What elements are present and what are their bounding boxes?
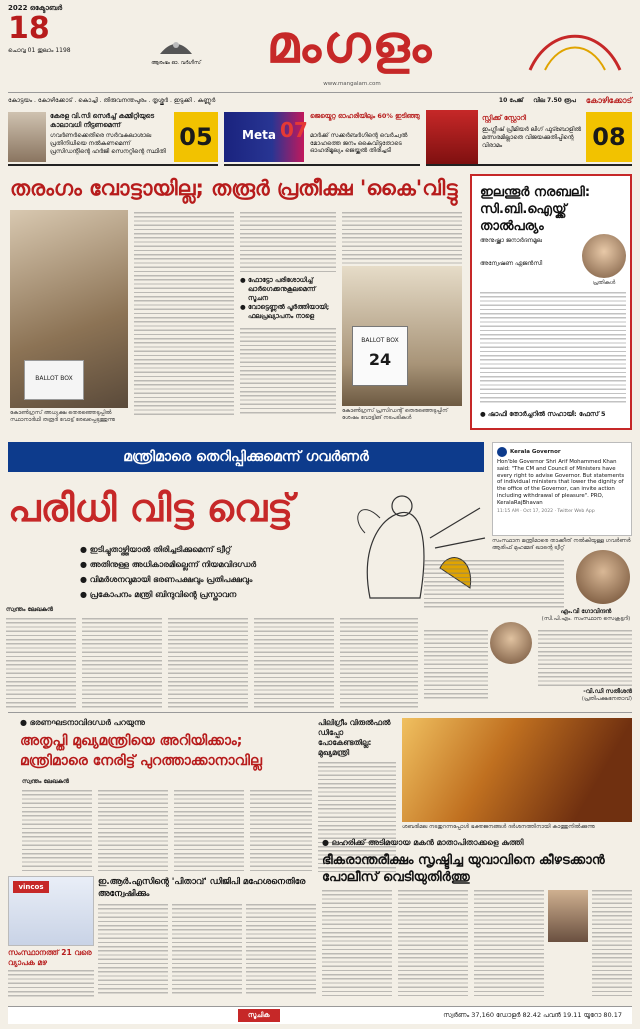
ad-box[interactable] — [8, 876, 94, 946]
governor-body-5 — [340, 618, 418, 708]
governor-body-7 — [424, 630, 488, 700]
lead-body-col-2 — [240, 212, 336, 272]
mid-rule — [8, 712, 632, 713]
teaser-2-page: 07 — [280, 118, 308, 142]
lead-body-col-4 — [342, 212, 462, 272]
page-count: 10 പേജ് — [498, 97, 524, 104]
lead-photo-2-caption: കോൺഗ്രസ് പ്രസിഡന്റ് തെരഞ്ഞെടുപ്പിന് ശേഷം വോട്ടിങ് നടപടികൾ — [342, 408, 448, 421]
pilgrim-photo — [402, 718, 632, 822]
crime-body-3 — [474, 890, 544, 996]
second-body-3 — [174, 790, 244, 872]
publisher-emblem — [140, 38, 212, 68]
crime-photo — [548, 890, 588, 942]
ballot-number: 24 — [368, 350, 392, 369]
crime-body-1 — [322, 890, 392, 996]
teaser-2-head: ജെയ്മെറ്റ ഓഹരിയിലും 60% ഇടിഞ്ഞു — [310, 112, 420, 120]
governor-body-1 — [6, 618, 76, 708]
crime-body-2 — [398, 890, 468, 996]
governor-kicker-banner[interactable]: മന്ത്രിമാരെ തെറിപ്പിക്കുമെന്ന് ഗവർണർ — [8, 442, 484, 472]
lead-photo-caption: കോൺഗ്രസ് അധ്യക്ഷ തെരഞ്ഞെടുപ്പിൽ സ്ഥാനാർഥി തരൂർ വോട്ട് രേഖപ്പെടുത്തുന്നു — [10, 410, 115, 423]
teaser-1-sub: ഗവർണർക്കെതിരെ സർവകലാശാല പ്രതിനിധിയെ നൽകണമെന്ന് പ്രസിഡന്റിന്റെ ഹർജി സെനറ്റിന്റെ സ്ഥിതി — [50, 132, 166, 155]
teaser-1-page: 05 — [174, 112, 218, 162]
lead-bullet-2: ● വോട്ടെണ്ണൽ പൂർത്തിയായി; — [240, 303, 330, 311]
governor-body-3 — [168, 618, 248, 708]
person-1-photo — [576, 550, 630, 604]
governor-byline: സ്വന്തം ലേഖകൻ — [6, 606, 53, 613]
teaser-1-head: കേരള വി.സി സെർച്ച് കമ്മിറ്റിയുടെ കാലാവധി നീട്ടണമെന്ന് — [50, 112, 155, 129]
governor-bullet-2: ● അതിനുള്ള അധികാരമില്ലെന്ന് നിയമവിദഗ്ധർ — [80, 560, 257, 569]
footer-section[interactable]: സൂചിക — [238, 1009, 280, 1022]
governor-body-6 — [424, 560, 564, 610]
sidebar-byline-1: അനുഷ്ക്കാ ജനാർദനമൂല — [480, 237, 542, 244]
crime-kicker: ● ലഹരിക്ക് അടിമയായ മകൻ മാതാപിതാക്കളെ കുത്തി — [322, 838, 524, 847]
editions-list: കോട്ടയം . കോഴിക്കോട് . കൊച്ചി . തിരുവനന്തപുരം . തൃശ്ശൂർ . ഇടുക്കി . കണ്ണൂർ — [8, 97, 216, 104]
sidebar-footer: ● ഷാഫി തോർച്ചറിൽ സഹായി: ഫേസ് 5 — [480, 410, 606, 418]
day-number: 18 — [8, 11, 50, 46]
teaser-2-sub: മാർക്ക് സക്കർബർഗിന്റെ വെർച്വൽ മോഹത്തെ ജനം കൈവിട്ടതോടെ ഓഹരിമൂല്യം ജെയ്ക്കൽ തിരിച്ചടി — [310, 132, 408, 155]
price-label: വില 7.50 രൂപ — [533, 97, 576, 104]
tweet-avatar-icon — [497, 447, 507, 457]
sidebar-avatar — [582, 234, 626, 278]
teaser-1-photo — [8, 112, 46, 162]
governor-bullet-4: ● പ്രകോപനം മന്ത്രി ബിന്ദുവിന്റെ പ്രസ്താവന — [80, 590, 237, 599]
lead-bullet-1b: ഖാർഗെക്കനുകൂലമെന്ന് സൂചന — [248, 285, 316, 302]
site-url: www.mangalam.com — [323, 81, 381, 87]
tweet-header — [497, 447, 627, 457]
ballot-label: BALLOT BOX — [361, 337, 399, 344]
teaser-2[interactable] — [224, 110, 420, 166]
governor-bullets — [80, 542, 340, 602]
governor-headline[interactable]: പരിധി വിട്ട വെട്ട് — [8, 486, 293, 530]
lead-photo — [10, 210, 128, 408]
org-small: ആരംഭം ഓ. വർഗീസ് — [151, 60, 201, 66]
sidebar-box[interactable] — [470, 174, 632, 430]
governor-body-2 — [82, 618, 162, 708]
tweet-caption: സംസ്ഥാന മന്ത്രിമാരെ താക്കീത് നൽകിയുള്ള ഗവർണർ ആരിഫ് മുഹമ്മദ് ഖാന്റെ ട്വീറ്റ് — [492, 538, 631, 551]
lead-body-col-1 — [134, 212, 234, 416]
decorative-flourish-icon — [520, 20, 630, 80]
sidebar-byline-2: അന്വേഷണ ഏജൻസി — [480, 260, 543, 267]
sidebar-bylines — [480, 236, 570, 268]
top-rule — [8, 92, 632, 93]
lead-bullet-2b: ഫലപ്രഖ്യാപനം നാളെ — [248, 312, 315, 320]
masthead-art — [520, 20, 630, 80]
teaser-3[interactable] — [426, 110, 632, 166]
weekday-line: ചൊവ്വ 01 തുലാം 1198 — [8, 47, 71, 54]
tweet-card[interactable] — [492, 442, 632, 536]
teaser-3-head: സ്റ്റിക്ക് സ്റ്റോറി — [482, 114, 527, 122]
crime-headline[interactable]: ഭീകരാന്തരീക്ഷം സൃഷ്ടിച്ച യുവാവിനെ കീഴടക്കാൻ പോലീസ് വെടിയുതിർത്തു — [322, 853, 605, 885]
teaser-3-sub: ഇംഗ്ലീഷ് പ്രീമിയർ ലീഗ് ഫുട്ബോളിൽ മത്സരമില്ലാതെ വിജയക്കുതിപ്പിന്റെ വിരാമം — [482, 126, 582, 149]
lead-photo-2 — [342, 266, 462, 406]
sidebar-avatar-caption: പ്രതികൾ — [592, 280, 616, 286]
ad-brand: vincos — [13, 881, 49, 893]
governor-body-4 — [254, 618, 334, 708]
governor-bullet-1: ● ഇടിച്ചുതാഴ്ത്തിയാൽ തിരിച്ചടിക്കുമെന്ന് ട്വീറ്റ് — [80, 545, 231, 554]
person-2-role: (പ്രതിപക്ഷനേതാവ്) — [581, 696, 632, 702]
second-headline-2[interactable]: മന്ത്രിമാരെ നേരിട്ട് പുറത്താക്കാനാവില്ല — [20, 753, 262, 769]
ed-body-2 — [172, 904, 242, 996]
tweet-text: Hon'ble Governor Shri Arif Mohammed Khan said: "The CM and Council of Ministers have every right to advise Governor. But statements of individual ministers that lower the dignity of the office of the Governor, can invite action including withdrawal of pleasure". PRO, KeralaRajBhavan — [497, 459, 625, 506]
pilgrim-photo-caption: ശബരിമല നടതുറന്നപ്പോൾ ഭക്തജനങ്ങൾ ദർശനത്തിനായി കാത്തുനിൽക്കുന്നു — [402, 824, 595, 830]
ed-headline[interactable]: ഇ.ആർ.എസിന്റെ 'പിതാവ്' ഡിജിപി മഹേശനെതിരേ അന്വേഷിക്കും — [98, 877, 306, 899]
edition-strip — [8, 94, 632, 108]
teaser-3-page: 08 — [586, 112, 632, 162]
ad-panel-text: സംസ്ഥാനത്ത് 21 വരെ വ്യാപക മഴ — [8, 948, 92, 967]
crime-body-4 — [592, 890, 632, 996]
ed-body-1 — [98, 904, 168, 996]
person-1-name: എം.വി ഗോവിന്ദൻ — [560, 608, 612, 615]
second-byline: സ്വന്തം ലേഖകൻ — [22, 778, 69, 785]
second-body-4 — [250, 790, 312, 872]
edition-name: കോഴിക്കോട് — [585, 96, 632, 105]
footer-metrics: സ്വർണം 37,160 ഡോളർ 82.42 പവൻ 19.11 യൂറോ 80.17 — [443, 1011, 622, 1019]
lead-headline[interactable]: തരംഗം വോട്ടായില്ല; തരൂർ പ്രതീക്ഷ 'കൈ'വിട്ടു — [10, 176, 458, 200]
teaser-1[interactable] — [8, 110, 218, 166]
second-body-2 — [98, 790, 168, 872]
person-2-name: -വി.ഡി സതീശൻ — [583, 688, 632, 695]
second-headline-1[interactable]: അതൃപ്തി മുഖ്യമന്ത്രിയെ അറിയിക്കാം; — [20, 733, 243, 749]
sidebar-body — [480, 292, 626, 404]
tweet-handle: Kerala Governor — [510, 449, 561, 455]
lamp-emblem-icon — [156, 38, 196, 56]
lead-ballot-small: BALLOT BOX — [24, 360, 84, 400]
meta-brand: Meta — [242, 128, 276, 142]
year-label: 2022 ഒക്ടോബർ — [8, 4, 63, 12]
governor-body-8 — [538, 630, 632, 686]
teaser-3-photo — [426, 110, 478, 164]
lead-bullet-1: ● ഫോട്ടോ പരിശോധിച്ച് — [240, 276, 313, 284]
second-body-1 — [22, 790, 92, 872]
ad-panel-body — [8, 970, 94, 998]
footer-strip — [8, 1006, 632, 1024]
date-block — [8, 4, 88, 90]
governor-bullet-3: ● വിമർശനവുമായി ഭരണപക്ഷവും പ്രതിപക്ഷവും — [80, 575, 253, 584]
pilgrim-headline[interactable]: പിലിഗ്രീം വിരുൽഫൽ ഡിപ്പോ പോകേണ്ടതില്ല: മുഖ്യമന്ത്രി — [318, 718, 391, 757]
tweet-meta: 11:15 AM · Oct 17, 2022 · Twitter Web App — [497, 508, 595, 514]
ballot-box — [352, 326, 408, 386]
second-kicker: ● ഭരണഘടനാവിദഗ്ധർ പറയുന്നു — [20, 718, 145, 727]
person-1-role: (സി.പി.എം. സംസ്ഥാന സെക്രട്ടറി) — [541, 616, 631, 622]
sidebar-headline: ഇലന്തൂർ നരബലി: സി.ബി.ഐയ്ക്ക് താൽപര്യം — [480, 185, 591, 234]
lead-body-col-3 — [240, 328, 336, 416]
ed-body-3 — [246, 904, 316, 996]
lead-bullets — [240, 276, 336, 326]
newspaper-title: മംഗളം — [266, 15, 434, 75]
person-2-photo — [490, 622, 532, 664]
